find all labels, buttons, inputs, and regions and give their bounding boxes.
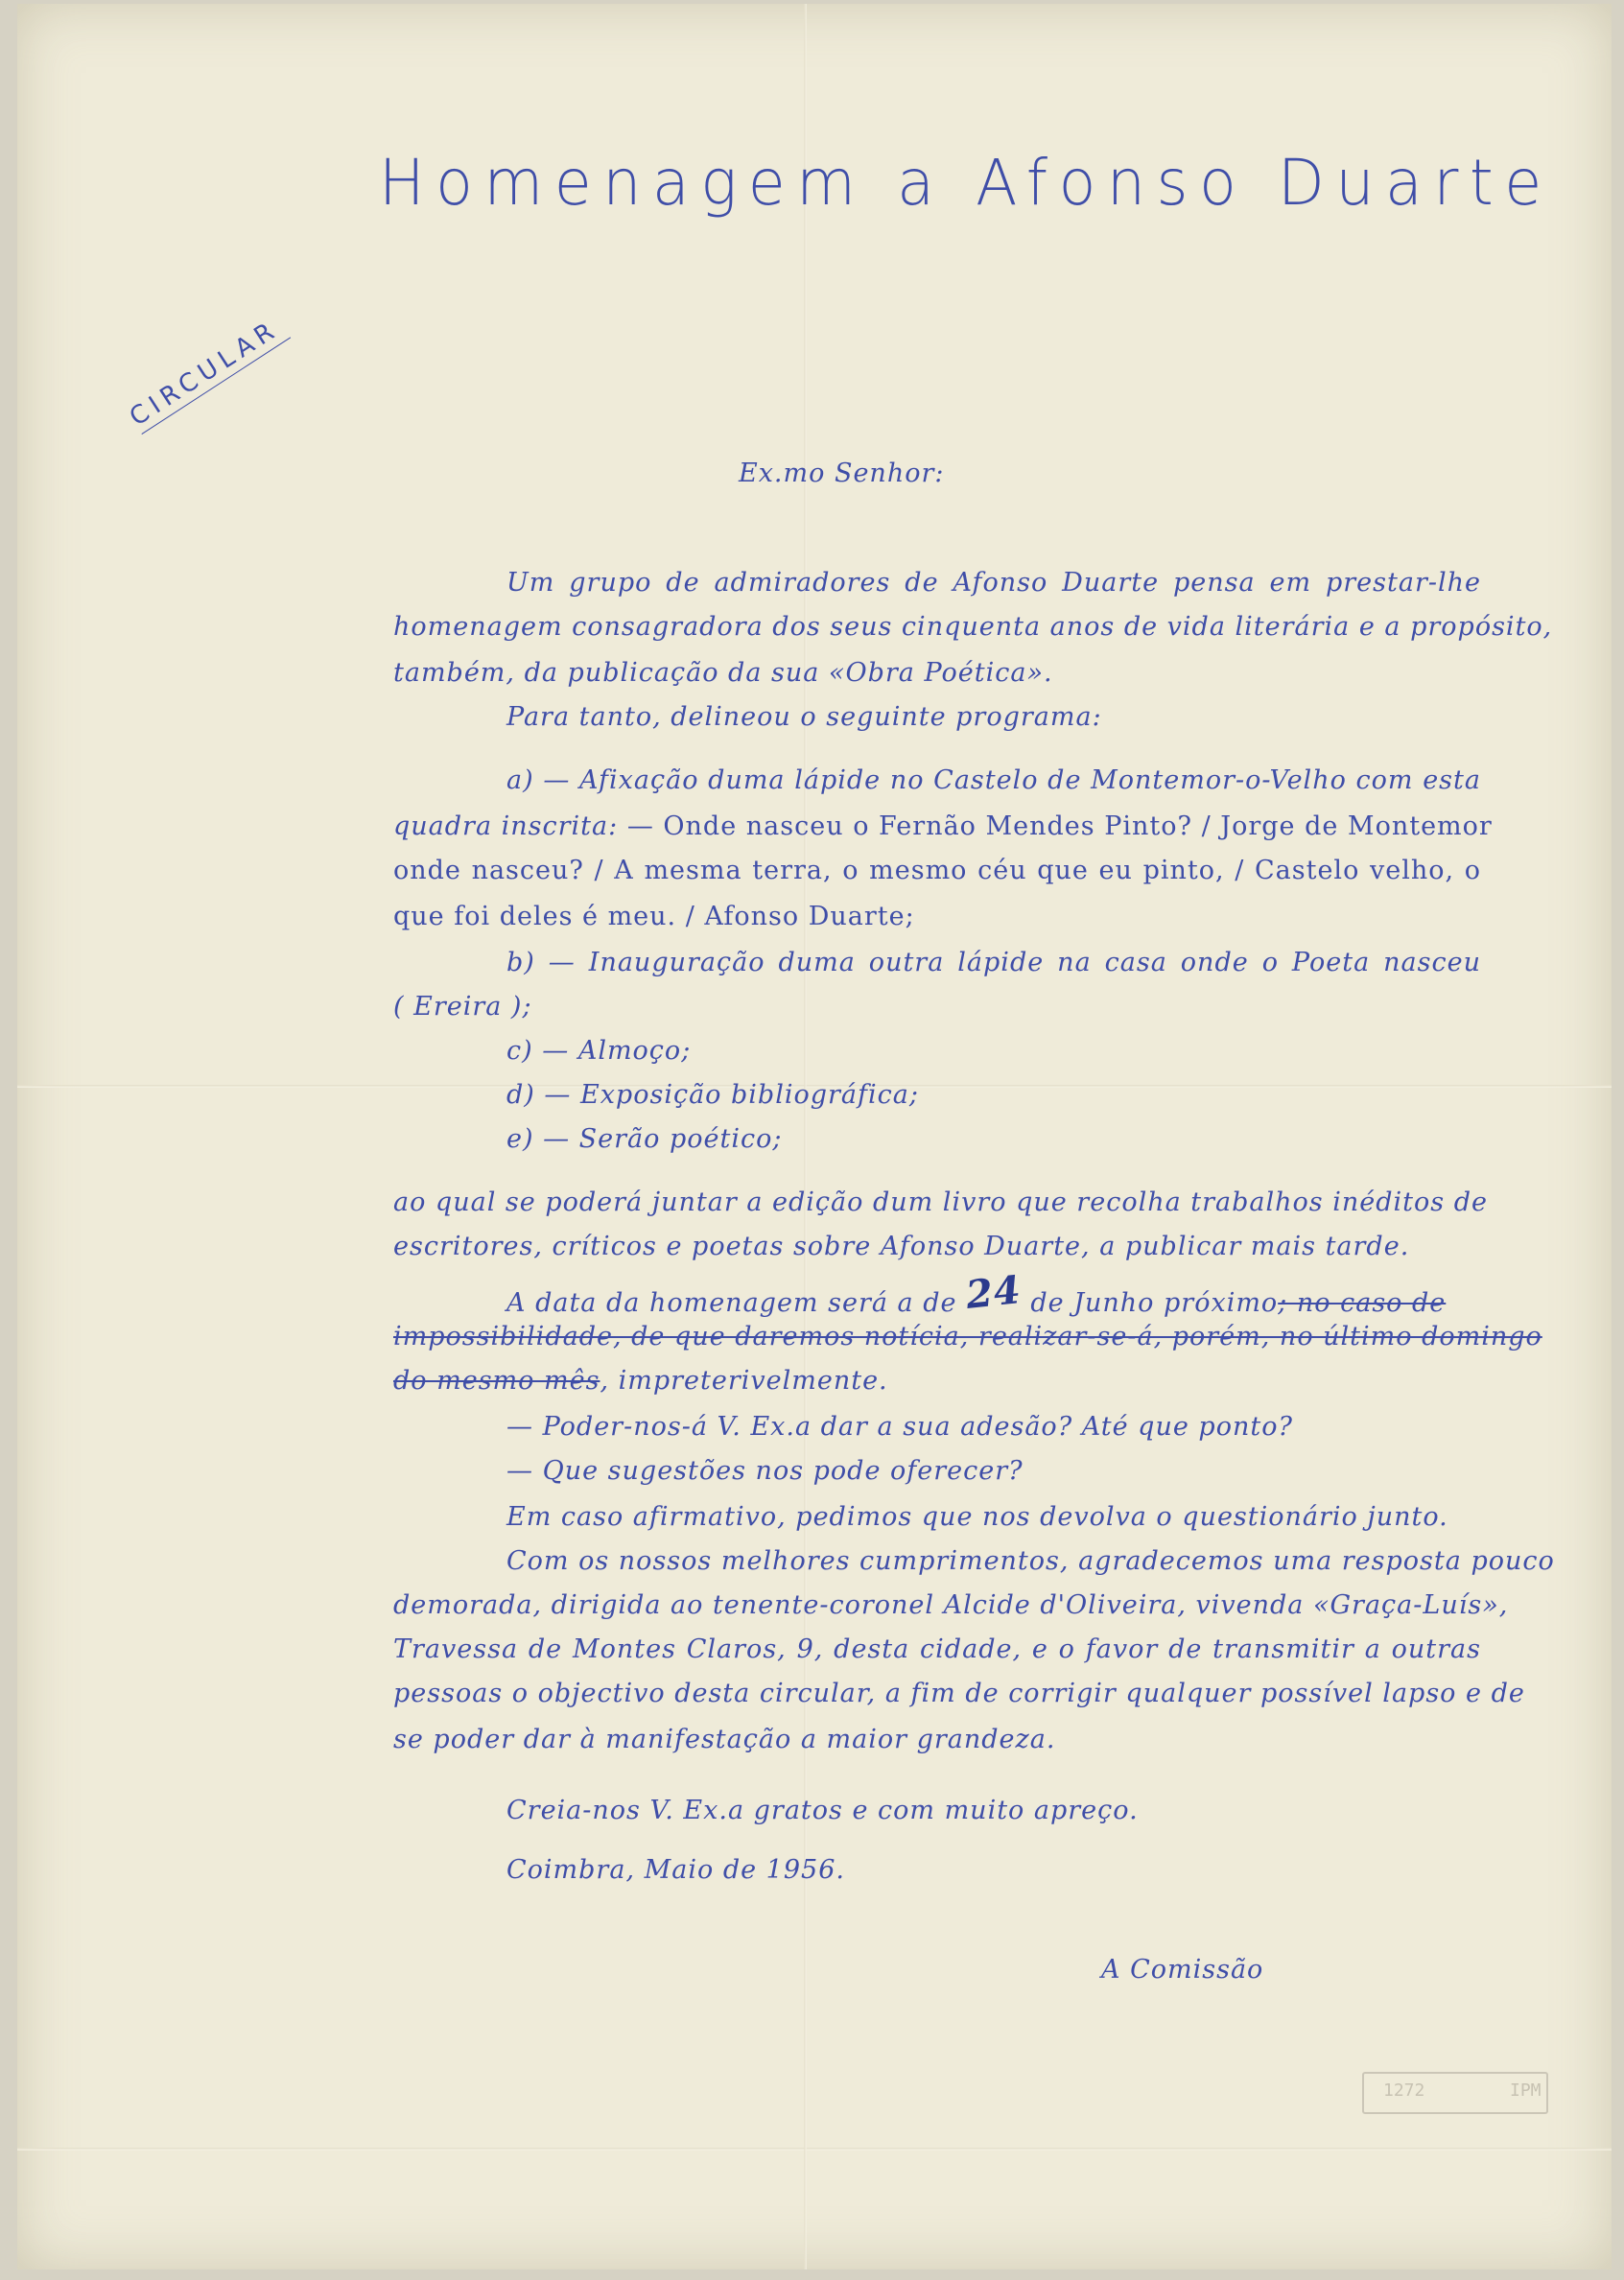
program-item-a: a) — Afixação duma lápide no Castelo de Montemor-o-Velho com esta [506, 765, 1481, 795]
body-line: ao qual se poderá juntar a edição dum livro que recolha trabalhos inéditos de [393, 1187, 1488, 1217]
body-line: homenagem consagradora dos seus cinquenta anos de vida literária e a propósito, [393, 612, 1553, 642]
body-line: escritores, críticos e poetas sobre Afonso Duarte, a publicar mais tarde. [393, 1232, 1410, 1261]
question-line: — Poder-nos-á V. Ex.a dar a sua adesão? Até que ponto? [506, 1412, 1293, 1442]
body-line: A data da homenagem será a de [506, 1288, 957, 1318]
body-line: Com os nossos melhores cumprimentos, agradecemos uma resposta pouco [506, 1546, 1555, 1576]
handwritten-day: 24 [963, 1267, 1024, 1318]
quatrain-text: — Onde nasceu o Fernão Mendes Pinto? / Jorge de Montemor [626, 811, 1493, 841]
program-item-e: e) — Serão poético; [506, 1124, 783, 1154]
struck-text: ; no caso de [1278, 1288, 1447, 1318]
date-line [506, 1267, 1447, 1321]
body-line: Em caso afirmativo, pedimos que nos devolva o questionário junto. [506, 1502, 1448, 1532]
body-line: demorada, dirigida ao tenente-coronel Alcide d'Oliveira, vivenda «Graça-Luís», [393, 1590, 1509, 1620]
body-line: pessoas o objectivo desta circular, a fim de corrigir qualquer possível lapso e de [393, 1679, 1525, 1708]
body-line: Travessa de Montes Claros, 9, desta cidade, e o favor de transmitir a outras [393, 1634, 1481, 1664]
archive-stamp-code: IPM [1510, 2080, 1542, 2101]
struck-text: impossibilidade, de que daremos notícia, realizar-se-á, porém, no último domingo [393, 1322, 1542, 1352]
letter-title: Homenagem a Afonso Duarte [379, 146, 1553, 220]
fold-line [804, 4, 807, 2269]
salutation: Ex.mo Senhor: [739, 458, 945, 488]
program-item-b: b) — Inauguração duma outra lápide na casa onde o Poeta nasceu [506, 948, 1481, 977]
circular-stamp: CIRCULAR [125, 312, 291, 435]
program-item-d: d) — Exposição bibliográfica; [506, 1080, 919, 1110]
quatrain-text: onde nasceu? / A mesma terra, o mesmo céu que eu pinto, / Castelo velho, o [393, 856, 1481, 885]
closing-line: Creia-nos V. Ex.a gratos e com muito apreço. [506, 1796, 1139, 1825]
fold-line [17, 2148, 1612, 2151]
body-line: de Junho próximo [1030, 1288, 1279, 1318]
body-line: Para tanto, delineou o seguinte programa: [506, 702, 1102, 732]
body-line: se poder dar à manifestação a maior grandeza. [393, 1725, 1056, 1754]
quatrain-text: que foi deles é meu. / Afonso Duarte; [393, 902, 915, 931]
question-line: — Que sugestões nos pode oferecer? [506, 1456, 1024, 1486]
date-line-continued [393, 1366, 888, 1396]
archive-stamp-number: 1272 [1383, 2080, 1425, 2101]
program-item-b-continued: ( Ereira ); [393, 992, 532, 1022]
place-date: Coimbra, Maio de 1956. [506, 1855, 845, 1885]
program-item-c: c) — Almoço; [506, 1036, 692, 1066]
signature-committee: A Comissão [1101, 1955, 1264, 1985]
body-line: Um grupo de admiradores de Afonso Duarte pensa em prestar-lhe [506, 568, 1481, 598]
archive-stamp [1362, 2072, 1548, 2114]
struck-text: do mesmo mês [393, 1366, 600, 1396]
body-line: também, da publicação da sua «Obra Poética». [393, 658, 1053, 688]
body-line: , impreterivelmente. [600, 1366, 888, 1396]
body-line: quadra inscrita: [393, 811, 619, 841]
program-item-a-continued [393, 811, 1493, 841]
